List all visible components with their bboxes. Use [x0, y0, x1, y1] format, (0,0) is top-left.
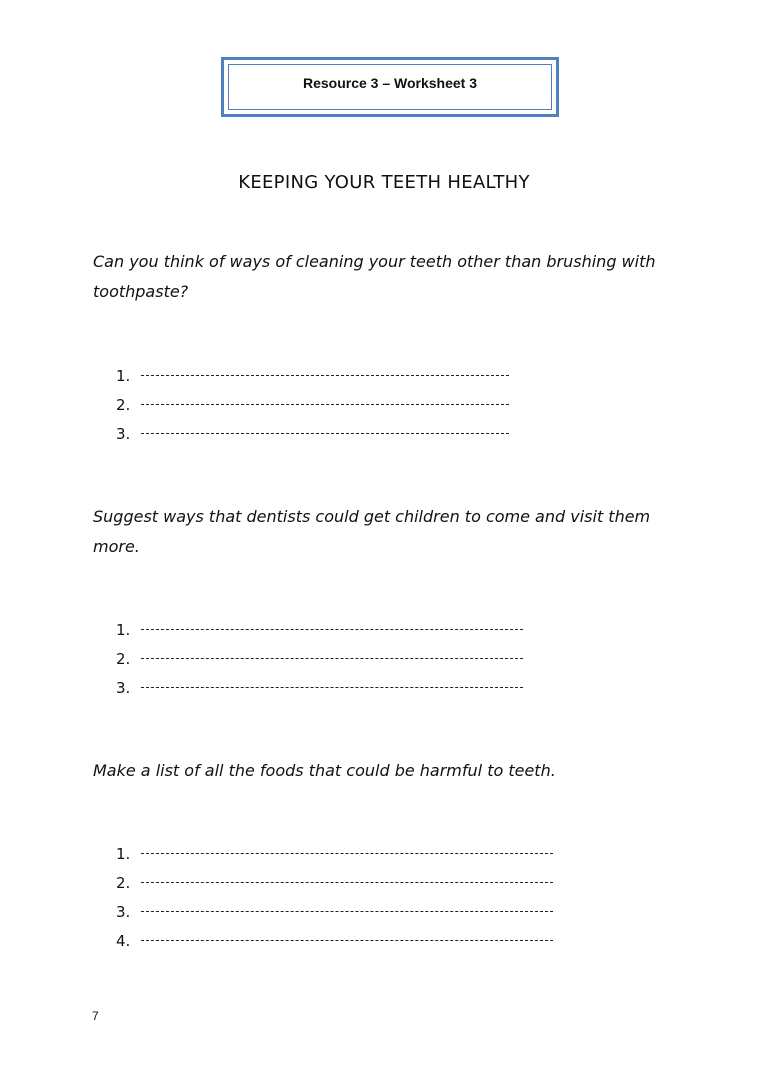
answer-blank-line[interactable]: [141, 404, 509, 405]
answer-blank-line[interactable]: [141, 375, 509, 376]
answer-number: 1.: [116, 844, 131, 863]
question-3-answer-list: [116, 839, 553, 955]
question-2-text: Suggest ways that dentists could get children to come and visit them more.: [93, 507, 651, 556]
worksheet-header-label: Resource 3 – Worksheet 3: [302, 75, 478, 91]
answer-blank-line[interactable]: [141, 940, 553, 941]
answer-number: 3.: [116, 902, 131, 921]
answer-line[interactable]: [116, 361, 509, 390]
answer-blank-line[interactable]: [141, 911, 553, 912]
answer-number: 4.: [116, 931, 131, 950]
page-number: 7: [92, 1009, 99, 1023]
answer-blank-line[interactable]: [141, 687, 523, 688]
answer-blank-line[interactable]: [141, 853, 553, 854]
answer-line[interactable]: [116, 839, 553, 868]
answer-number: 3.: [116, 424, 131, 443]
answer-line[interactable]: [116, 419, 509, 448]
answer-blank-line[interactable]: [141, 658, 523, 659]
answer-number: 2.: [116, 649, 131, 668]
question-1-answer-list: [116, 361, 509, 448]
answer-blank-line[interactable]: [141, 433, 509, 434]
answer-number: 2.: [116, 395, 131, 414]
question-3-text: Make a list of all the foods that could be harmful to teeth.: [93, 761, 556, 780]
answer-line[interactable]: [116, 615, 523, 644]
question-1-text: Can you think of ways of cleaning your teeth other than brushing with toothpaste?: [93, 252, 656, 301]
answer-number: 1.: [116, 366, 131, 385]
answer-number: 2.: [116, 873, 131, 892]
worksheet-header-box: [221, 57, 559, 117]
page-title: KEEPING YOUR TEETH HEALTHY: [238, 172, 530, 193]
answer-line[interactable]: [116, 673, 523, 702]
answer-number: 3.: [116, 678, 131, 697]
answer-blank-line[interactable]: [141, 629, 523, 630]
answer-line[interactable]: [116, 644, 523, 673]
answer-blank-line[interactable]: [141, 882, 553, 883]
question-2-answer-list: [116, 615, 523, 702]
answer-number: 1.: [116, 620, 131, 639]
worksheet-header-inner-frame: [228, 64, 552, 110]
answer-line[interactable]: [116, 868, 553, 897]
answer-line[interactable]: [116, 897, 553, 926]
answer-line[interactable]: [116, 926, 553, 955]
answer-line[interactable]: [116, 390, 509, 419]
